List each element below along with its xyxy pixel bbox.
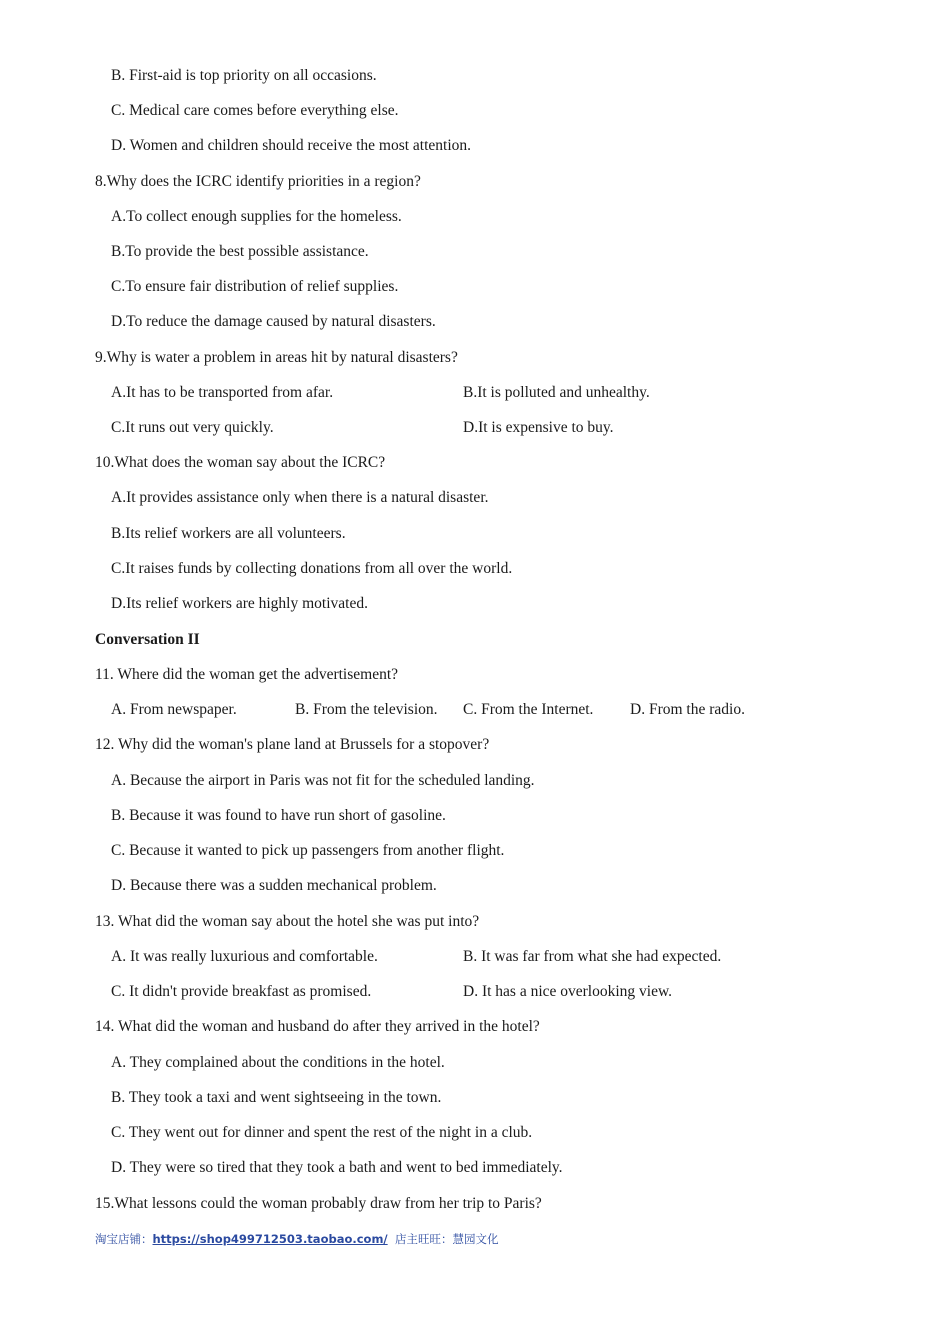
- q13-option-a: A. It was really luxurious and comfortable.: [111, 948, 378, 965]
- q8-option-a: A.To collect enough supplies for the homeless.: [111, 208, 402, 225]
- q13-question: 13. What did the woman say about the hotel she was put into?: [95, 913, 480, 930]
- q11-option-d: D. From the radio.: [630, 701, 745, 718]
- q7-option-b: B. First-aid is top priority on all occasions.: [111, 67, 377, 84]
- shop-link[interactable]: https://shop499712503.taobao.com/: [152, 1232, 388, 1246]
- q10-question: 10.What does the woman say about the ICRC?: [95, 454, 386, 471]
- q13-option-b: B. It was far from what she had expected.: [463, 948, 722, 965]
- q8-option-b: B.To provide the best possible assistance.: [111, 243, 369, 260]
- q14-question: 14. What did the woman and husband do after they arrived in the hotel?: [95, 1018, 540, 1035]
- page-footer: [95, 1231, 498, 1247]
- q8-question: 8.Why does the ICRC identify priorities in a region?: [95, 173, 421, 190]
- q10-option-a: A.It provides assistance only when there is a natural disaster.: [111, 489, 489, 506]
- q13-option-d: D. It has a nice overlooking view.: [463, 983, 673, 1000]
- q7-option-c: C. Medical care comes before everything else.: [111, 102, 399, 119]
- q12-option-a: A. Because the airport in Paris was not fit for the scheduled landing.: [111, 772, 535, 789]
- q9-option-c: C.It runs out very quickly.: [111, 419, 274, 436]
- q8-option-d: D.To reduce the damage caused by natural disasters.: [111, 313, 436, 330]
- q12-question: 12. Why did the woman's plane land at Brussels for a stopover?: [95, 736, 490, 753]
- q14-option-c: C. They went out for dinner and spent the rest of the night in a club.: [111, 1124, 533, 1141]
- q9-option-d: D.It is expensive to buy.: [463, 419, 614, 436]
- q11-option-c: C. From the Internet.: [463, 701, 594, 718]
- q10-option-c: C.It raises funds by collecting donations from all over the world.: [111, 560, 513, 577]
- q11-question: 11. Where did the woman get the advertisement?: [95, 666, 399, 683]
- q14-option-a: A. They complained about the conditions in the hotel.: [111, 1054, 445, 1071]
- q12-option-c: C. Because it wanted to pick up passengers from another flight.: [111, 842, 505, 859]
- q14-option-b: B. They took a taxi and went sightseeing in the town.: [111, 1089, 442, 1106]
- q10-option-d: D.Its relief workers are highly motivated.: [111, 595, 368, 612]
- section-heading: Conversation II: [95, 631, 200, 648]
- q11-option-b: B. From the television.: [295, 701, 438, 718]
- q11-option-a: A. From newspaper.: [111, 701, 237, 718]
- q12-option-d: D. Because there was a sudden mechanical problem.: [111, 877, 437, 894]
- q10-option-b: B.Its relief workers are all volunteers.: [111, 525, 346, 542]
- shop-label: 淘宝店铺：: [95, 1232, 153, 1246]
- q15-question: 15.What lessons could the woman probably draw from her trip to Paris?: [95, 1195, 542, 1212]
- q9-question: 9.Why is water a problem in areas hit by natural disasters?: [95, 349, 458, 366]
- q8-option-c: C.To ensure fair distribution of relief supplies.: [111, 278, 399, 295]
- q13-option-c: C. It didn't provide breakfast as promised.: [111, 983, 372, 1000]
- q12-option-b: B. Because it was found to have run short of gasoline.: [111, 807, 446, 824]
- q9-option-a: A.It has to be transported from afar.: [111, 384, 334, 401]
- q9-option-b: B.It is polluted and unhealthy.: [463, 384, 650, 401]
- q7-option-d: D. Women and children should receive the most attention.: [111, 137, 472, 154]
- q14-option-d: D. They were so tired that they took a bath and went to bed immediately.: [111, 1159, 563, 1176]
- owner-label: 店主旺旺：慧园文化: [394, 1232, 499, 1246]
